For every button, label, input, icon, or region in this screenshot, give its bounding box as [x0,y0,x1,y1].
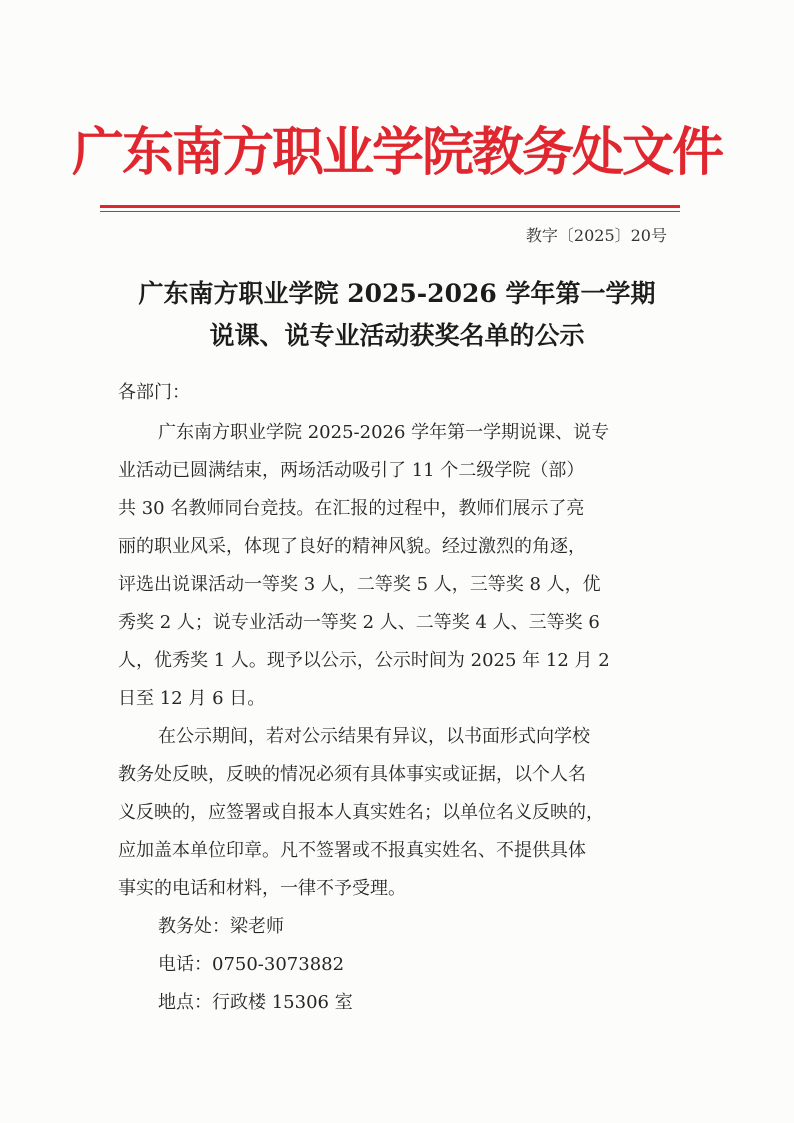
paragraph1-line: 秀奖 2 人；说专业活动一等奖 2 人、二等奖 4 人、三等奖 6 [118,612,600,633]
paragraph1-line: 日至 12 月 6 日。 [118,688,266,709]
document-title-line2: 说课、说专业活动获奖名单的公示 [209,321,585,350]
paragraph1-line: 丽的职业风采，体现了良好的精神风貌。经过激烈的角逐， [118,536,586,557]
letterhead-title: 广东南方职业学院教务处文件 [71,123,722,183]
contact-location: 地点：行政楼 15306 室 [158,992,353,1013]
paragraph1-line: 共 30 名教师同台竞技。在汇报的过程中，教师们展示了亮 [118,498,585,519]
paragraph1-line: 人，优秀奖 1 人。现予以公示，公示时间为 2025 年 12 月 2 [118,650,610,671]
paragraph1-line: 广东南方职业学院 2025-2026 学年第一学期说课、说专 [158,422,610,443]
letterhead-rule-thin [100,211,680,212]
salutation: 各部门： [118,382,190,403]
paragraph2-line: 义反映的，应签署或自报本人真实姓名；以单位名义反映的， [118,802,604,823]
contact-phone: 电话：0750-3073882 [158,954,345,975]
paragraph1-line: 评选出说课活动一等奖 3 人，二等奖 5 人，三等奖 8 人，优 [118,574,601,595]
letterhead-rule [100,205,680,208]
document-number: 教字〔2025〕20号 [525,226,667,245]
paragraph2-line: 教务处反映，反映的情况必须有具体事实或证据，以个人名 [118,764,586,785]
paragraph2-line: 在公示期间，若对公示结果有异议，以书面形式向学校 [158,726,590,747]
paragraph2-line: 事实的电话和材料，一律不予受理。 [118,878,406,899]
paragraph1-line: 业活动已圆满结束，两场活动吸引了 11 个二级学院（部） [118,460,585,481]
document-title-line1: 广东南方职业学院 2025-2026 学年第一学期 [138,279,656,308]
paragraph2-line: 应加盖本单位印章。凡不签署或不报真实姓名、不提供具体 [118,840,586,861]
contact-office: 教务处：梁老师 [158,916,284,937]
